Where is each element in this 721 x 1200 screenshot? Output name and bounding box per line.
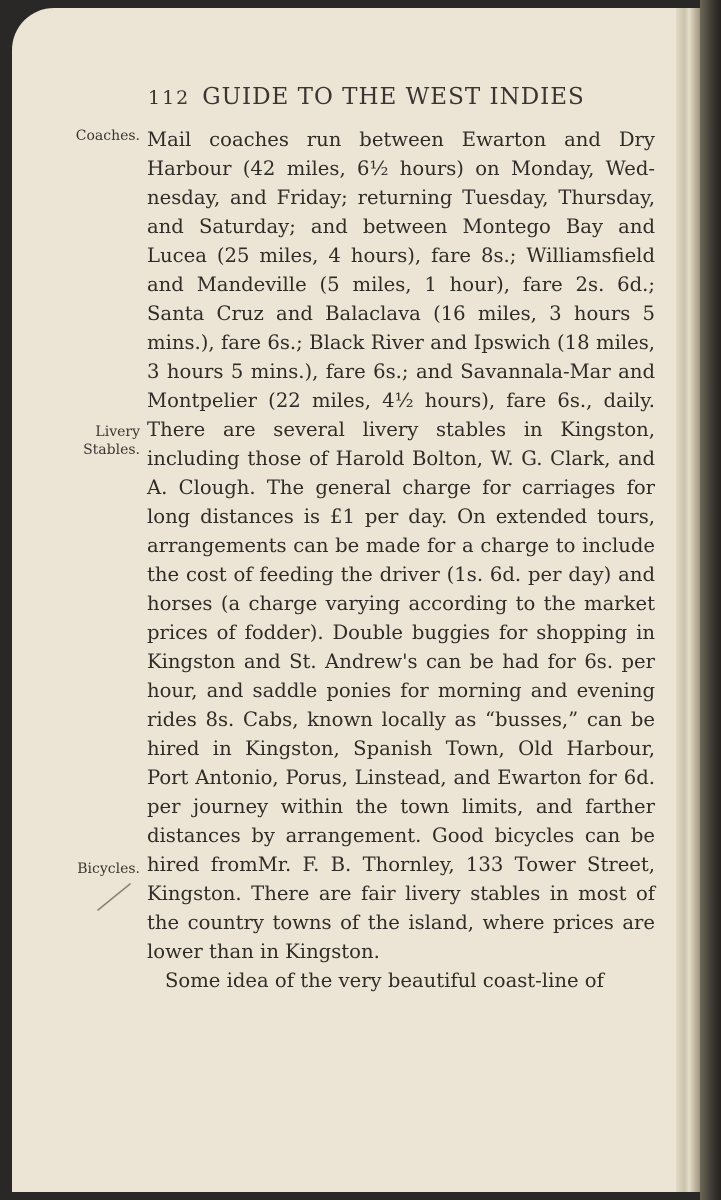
page-edge bbox=[676, 8, 700, 1192]
pencil-mark-icon bbox=[94, 880, 134, 914]
book-spine bbox=[700, 0, 721, 1200]
paragraph: Mail coaches run between Ewarton and Dry Harbour (42 miles, 6½ hours) on Monday, Wednesday, and Friday; returning Tuesday, Thursday, and Saturday; and between Montego Bay and Lucea (25 miles, 4 hours), fare 8s.; Williamsfield and Mandeville (5 miles, 1 hour), fare 2s. 6d.; Santa Cruz and Balaclava (16 miles, 3 hours 5 mins.), fare 6s.; Black River and Ipswich (18 miles, 3 hours 5 mins.), fare 6s.; and Savannala-Mar and Montpelier (22 miles, 4½ hours), fare 6s., daily. There are several livery stables in Kingston, including those of Harold Bolton, W. G. Clark, and A. Clough. The general charge for carriages for long distances is £1 per day. On extended tours, arrangements can be made for a charge to include the cost of feeding the driver (1s. 6d. per day) and horses (a charge varying according to the market prices of fodder). Double buggies for shopping in Kingston and St. Andrew's can be had for 6s. per hour, and saddle ponies for morning and evening rides 8s. Cabs, known locally as “busses,” can be hired in Kingston, Spanish Town, Old Harbour, Port Antonio, Porus, Linstead, and Ewarton for 6d. per journey within the town limits, and farther distances by arrangement. Good bicycles can be hired fromMr. F. B. Thornley, 133 Tower Street, Kingston. There are fair livery stables in most of the country towns of the island, where prices are lower than in Kingston. bbox=[147, 128, 655, 963]
margin-note-bicycles: Bicycles. bbox=[77, 861, 140, 877]
page-number: 112 bbox=[148, 87, 191, 109]
margin-note-livery-stables: Livery Stables. bbox=[83, 424, 140, 458]
margin-note-coaches: Coaches. bbox=[75, 128, 140, 144]
page-title: GUIDE TO THE WEST INDIES bbox=[202, 84, 585, 110]
running-header bbox=[148, 84, 628, 110]
body-text bbox=[147, 125, 655, 995]
paragraph: Some idea of the very beautiful coast-line of bbox=[165, 969, 604, 992]
